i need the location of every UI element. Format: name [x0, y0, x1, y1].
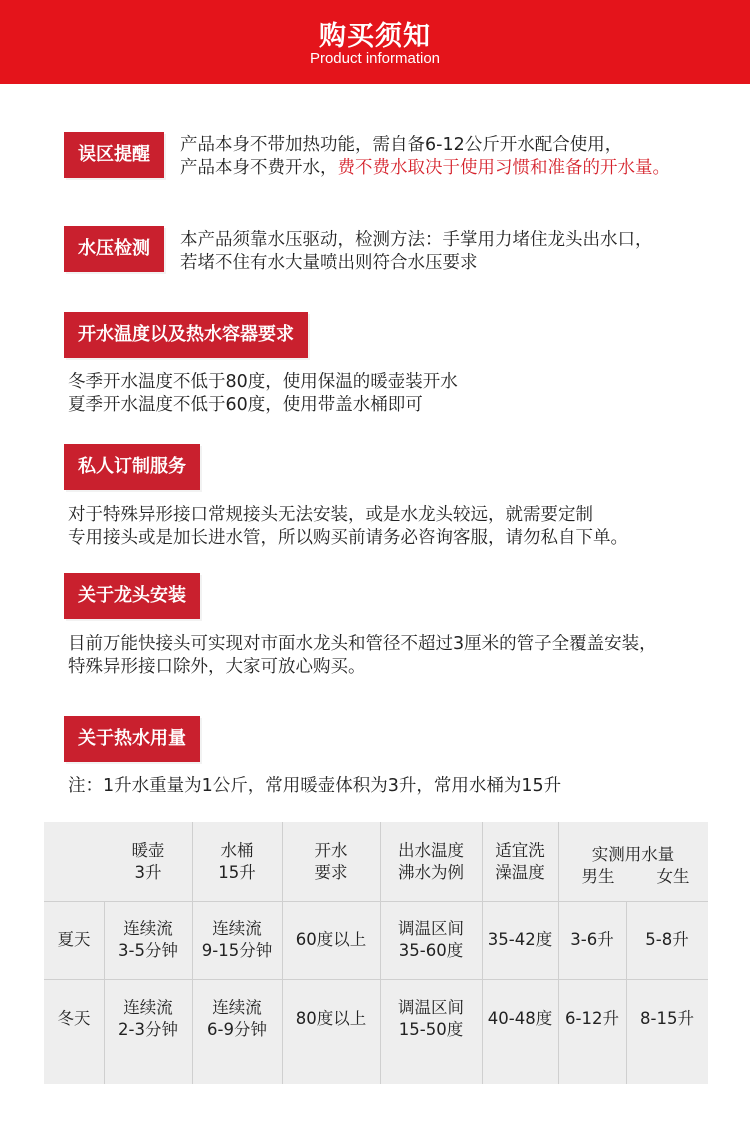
table-cell: 连续流 2-3分钟	[118, 998, 178, 1039]
custom-line-1: 对于特殊异形接口常规接头无法安装，或是水龙头较远，就需要定制	[68, 505, 593, 525]
misconception-line-1: 产品本身不带加热功能，需自备6-12公斤开水配合使用，	[180, 135, 623, 155]
misconception-line-2	[180, 157, 670, 180]
table-cell: 35-42度	[487, 930, 553, 949]
table-cell: 6-12升	[565, 1009, 619, 1028]
tag-custom-service: 私人订制服务	[64, 444, 200, 490]
page-title: 购买须知	[319, 21, 431, 52]
temperature-text	[68, 371, 458, 417]
page-subtitle: Product information	[309, 50, 441, 67]
table-cell: 5-8升	[645, 930, 689, 949]
temperature-line-1: 冬季开水温度不低于80度，使用保温的暖壶装开水	[68, 372, 458, 392]
table-cell: 3-6升	[570, 930, 614, 949]
custom-text	[68, 504, 628, 550]
tag-hot-water-usage: 关于热水用量	[64, 716, 200, 762]
table-cell: 连续流 3-5分钟	[118, 919, 178, 960]
table-cell: 8-15升	[640, 1009, 694, 1028]
header-boiling: 开水 要求	[314, 840, 348, 882]
tag-faucet-install: 关于龙头安装	[64, 573, 200, 619]
table-cell: 连续流 9-15分钟	[201, 919, 273, 960]
row-season: 夏天	[57, 930, 91, 949]
misconception-text	[180, 134, 670, 180]
custom-line-2: 专用接头或是加长进水管，所以购买前请务必咨询客服，请勿私自下单。	[68, 528, 628, 548]
table-cell: 40-48度	[487, 1009, 553, 1028]
pressure-line-2: 若堵不住有水大量喷出则符合水压要求	[180, 253, 478, 273]
header-outlet-temp: 出水温度 沸水为例	[398, 840, 464, 882]
misconception-highlight: 费不费水取决于使用习惯和准备的开水量。	[337, 158, 670, 178]
header-measured: 实测用水量	[591, 845, 675, 864]
faucet-line-1: 目前万能快接头可实现对市面水龙头和管径不超过3厘米的管子全覆盖安装，	[68, 634, 657, 654]
pressure-text	[180, 229, 653, 275]
table-cell: 调温区间 15-50度	[398, 998, 464, 1039]
table-cell: 调温区间 35-60度	[398, 919, 464, 960]
usage-note: 注：1升水重量为1公斤，常用暖壶体积为3升，常用水桶为15升	[68, 776, 562, 796]
temperature-line-2: 夏季开水温度不低于60度，使用带盖水桶即可	[68, 395, 423, 415]
faucet-text	[68, 633, 657, 679]
misconception-line-2-normal: 产品本身不费开水，	[180, 158, 338, 178]
usage-table	[44, 822, 708, 1084]
header-bath-temp: 适宜洗 澡温度	[495, 840, 545, 882]
row-season: 冬天	[57, 1009, 91, 1028]
table-cell: 连续流 6-9分钟	[207, 998, 267, 1039]
header-female: 女生	[656, 867, 690, 886]
faucet-line-2: 特殊异形接口除外，大家可放心购买。	[68, 657, 366, 677]
tag-misconception: 误区提醒	[64, 132, 164, 178]
pressure-line-1: 本产品须靠水压驱动，检测方法：手掌用力堵住龙头出水口，	[180, 230, 653, 250]
header-kettle: 暖壶 3升	[131, 840, 165, 882]
header-male: 男生	[581, 867, 615, 886]
tag-water-pressure: 水压检测	[64, 226, 164, 272]
tag-temperature: 开水温度以及热水容器要求	[64, 312, 308, 358]
table-cell: 80度以上	[295, 1009, 367, 1028]
header-bucket: 水桶 15升	[218, 840, 256, 882]
table-cell: 60度以上	[295, 930, 367, 949]
header-banner	[0, 0, 750, 84]
